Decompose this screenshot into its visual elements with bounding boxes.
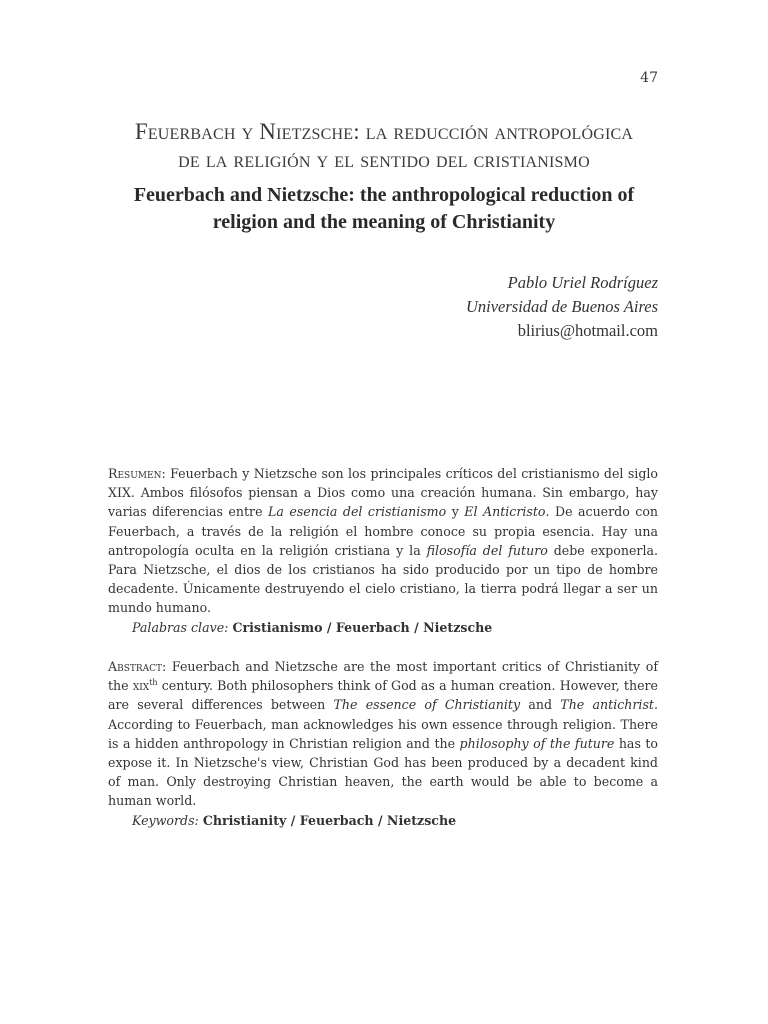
abstract-text-3: and	[520, 697, 561, 713]
abstract-label: Abstract:	[108, 659, 167, 674]
page-number: 47	[640, 70, 658, 86]
author-affiliation: Universidad de Buenos Aires	[465, 297, 658, 316]
abstract-title-3: philosophy of the future	[459, 735, 615, 751]
author-email[interactable]: blirius@hotmail.com	[517, 321, 658, 340]
resumen-paragraph	[108, 464, 658, 618]
resumen-title-2: El Anticristo	[464, 504, 546, 520]
abstract-text-2: century. Both philosophers think of God as a human creation. However, there are several differences between	[108, 678, 658, 713]
resumen-text-1: Feuerbach y Nietzsche son los principales críticos del cristianismo del siglo XIX. Ambos filósofos piensan a Dios como una creación humana. Sin embargo, hay varias diferencias entre	[108, 466, 658, 520]
abstract-century: xix	[132, 678, 150, 694]
resumen-label: Resumen:	[108, 466, 166, 481]
article-title-english	[60, 182, 708, 236]
resumen-text-3: . De acuerdo con Feuerbach, a través de la religión el hombre conoce su propia esencia. Hay una antropología oculta en la religión cristiana y la	[108, 504, 659, 558]
resumen-keywords-label: Palabras clave:	[132, 619, 229, 635]
abstract-text-4: . According to Feuerbach, man acknowledges his own essence through religion. There is a hidden anthropology in Christian religion and the	[108, 697, 658, 751]
resumen-section	[108, 464, 658, 637]
author-name: Pablo Uriel Rodríguez	[507, 273, 658, 292]
abstract-text-5: has to expose it. In Nietzsche's view, Christian God has been produced by a decadent kind of man. Only destroying Christian heaven, the earth would be able to become a human world.	[108, 735, 659, 809]
resumen-title-3: filosofía del futuro	[426, 542, 548, 558]
abstract-century-sup: th	[149, 678, 158, 688]
resumen-keywords	[108, 618, 658, 637]
abstract-section	[108, 657, 658, 830]
abstract-title-2: The antichrist	[560, 697, 654, 713]
resumen-keywords-values: Cristianismo / Feuerbach / Nietzsche	[232, 619, 493, 635]
article-title-spanish	[60, 118, 708, 174]
abstract-keywords	[108, 811, 658, 830]
title-en-line-1: Feuerbach and Nietzsche: the anthropological reduction of	[133, 184, 635, 206]
abstract-paragraph	[108, 657, 658, 811]
abstract-text-1: Feuerbach and Nietzsche are the most important critics of Christianity of the	[108, 659, 658, 694]
abstract-title-1: The essence of Christianity	[333, 697, 521, 713]
abstract-keywords-label: Keywords:	[132, 812, 199, 828]
resumen-text-4: debe exponerla. Para Nietzsche, el dios de los cristianos ha sido producido por un tipo de hombre decadente. Únicamente destruyendo el cielo cristiano, la tierra podrá llegar a ser un mundo humano.	[108, 542, 658, 616]
author-block	[466, 271, 658, 343]
title-es-line-2: de la religión y el sentido del cristianismo	[178, 147, 590, 172]
resumen-title-1: La esencia del cristianismo	[268, 504, 447, 520]
title-en-line-2: religion and the meaning of Christianity	[212, 211, 556, 233]
abstract-keywords-values: Christianity / Feuerbach / Nietzsche	[202, 812, 457, 828]
resumen-text-2: y	[446, 504, 465, 520]
title-es-line-1: Feuerbach y Nietzsche: la reducción antropológica	[134, 119, 634, 144]
